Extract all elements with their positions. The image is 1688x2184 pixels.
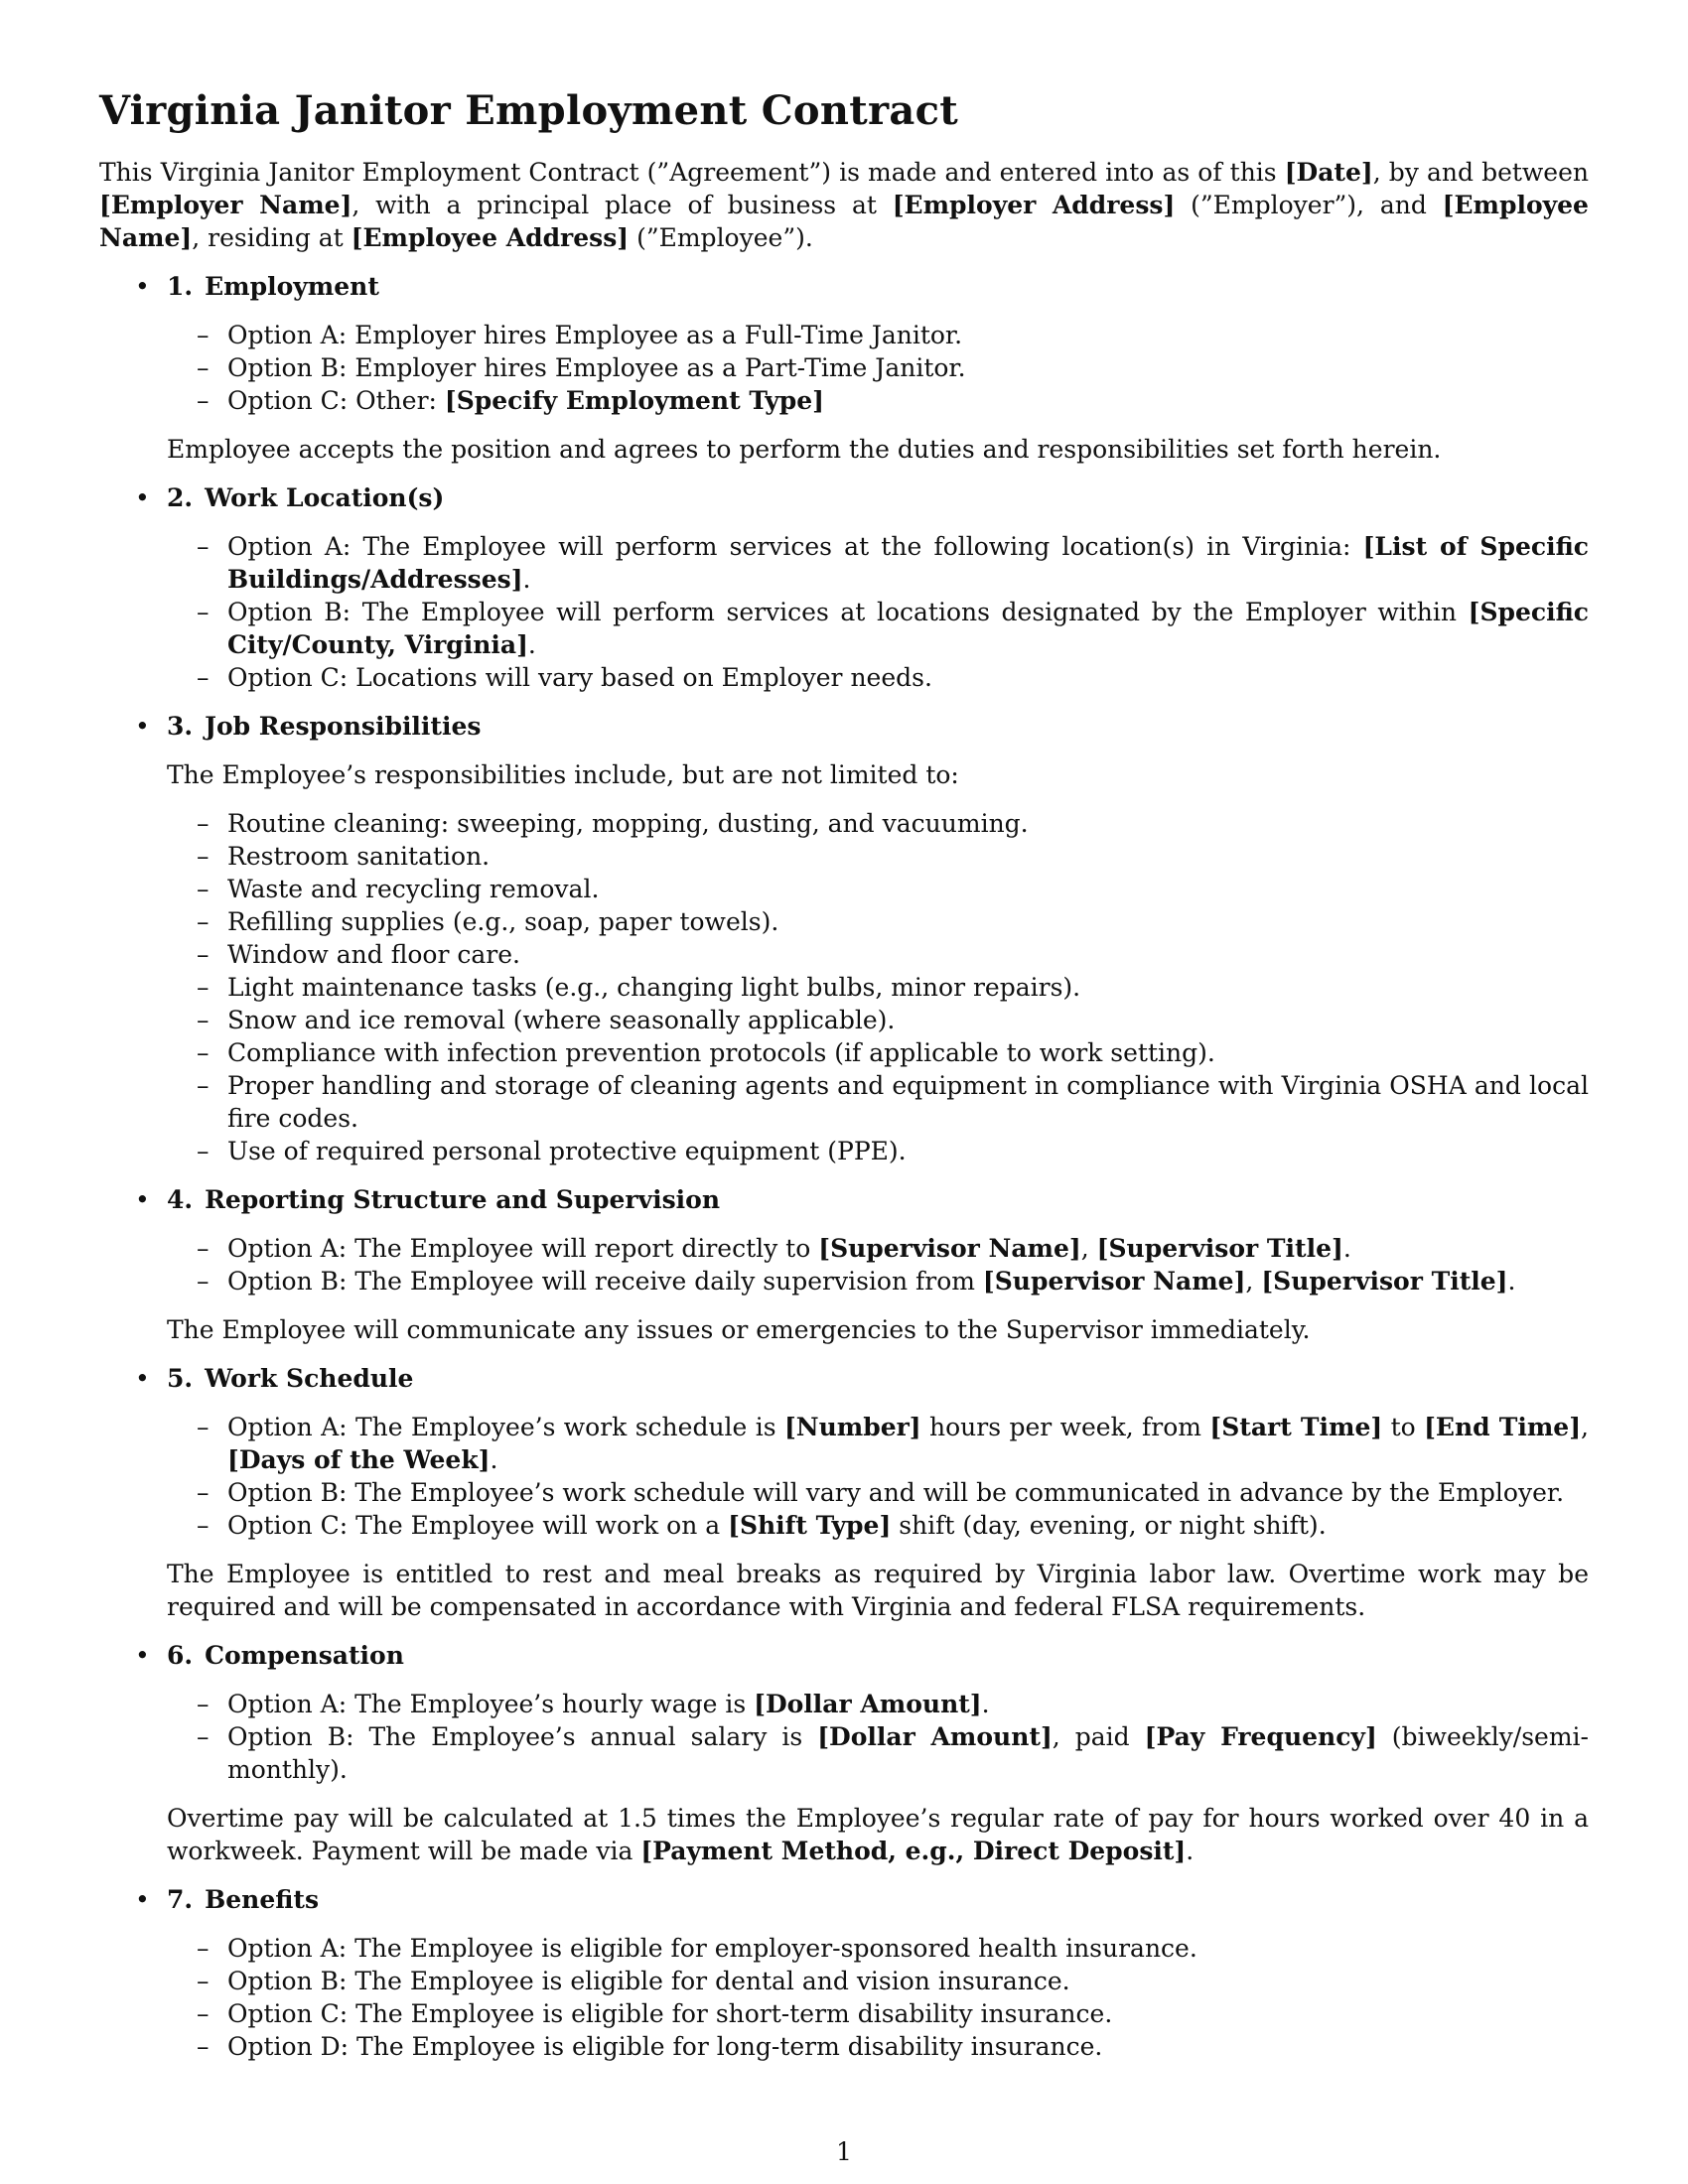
bullet-icon: • bbox=[135, 1185, 150, 1214]
page-number: 1 bbox=[836, 2137, 852, 2166]
list-item bbox=[167, 1688, 1589, 1720]
bullet-icon: • bbox=[135, 1641, 150, 1670]
list-item bbox=[167, 1265, 1589, 1297]
dash-icon: – bbox=[197, 1413, 210, 1441]
item-text: Option C: Other: bbox=[227, 386, 445, 415]
dash-icon: – bbox=[197, 1267, 210, 1296]
option-list bbox=[167, 1232, 1589, 1297]
item-text: Option A: The Employee will perform services at the following location(s) in Virginia: bbox=[227, 532, 1363, 561]
placeholder-field: [Supervisor Name] bbox=[818, 1234, 1081, 1263]
item-text: . bbox=[1507, 1267, 1516, 1296]
placeholder-field: [Shift Type] bbox=[728, 1511, 892, 1540]
placeholder-field: [Supervisor Title] bbox=[1096, 1234, 1343, 1263]
section-number: 2. bbox=[167, 483, 194, 512]
item-text: Option C: The Employee is eligible for short-term disability insurance. bbox=[227, 1999, 1113, 2028]
dash-icon: – bbox=[197, 532, 210, 561]
item-text: Option B: The Employee will perform services at locations designated by the Employer within bbox=[227, 598, 1469, 626]
placeholder-field: [End Time] bbox=[1424, 1413, 1582, 1441]
placeholder-field: [Dollar Amount] bbox=[754, 1690, 982, 1718]
list-item bbox=[167, 530, 1589, 596]
dash-icon: – bbox=[197, 1234, 210, 1263]
section-title: Job Responsibilities bbox=[205, 712, 482, 741]
section-heading bbox=[167, 1362, 1589, 1395]
list-item bbox=[167, 1509, 1589, 1542]
section-paragraph bbox=[167, 1313, 1589, 1346]
dash-icon: – bbox=[197, 973, 210, 1002]
dash-icon: – bbox=[197, 809, 210, 838]
list-item bbox=[167, 905, 1589, 938]
dash-icon: – bbox=[197, 1999, 210, 2028]
dash-icon: – bbox=[197, 875, 210, 903]
paragraph-text: Overtime pay will be calculated at 1.5 times the Employee’s regular rate of pay for hours worked over 40 in a workweek. Payment will be made via bbox=[167, 1804, 1589, 1865]
item-text: Option A: The Employee is eligible for employer-sponsored health insurance. bbox=[227, 1934, 1197, 1963]
section-1 bbox=[99, 270, 1589, 466]
dash-icon: – bbox=[197, 663, 210, 692]
option-list bbox=[167, 1411, 1589, 1542]
list-item bbox=[167, 1932, 1589, 1965]
item-text: . bbox=[527, 630, 536, 659]
paragraph-text: . bbox=[1186, 1837, 1195, 1865]
item-text: Option A: Employer hires Employee as a Full-Time Janitor. bbox=[227, 321, 963, 349]
placeholder-field: [Days of the Week] bbox=[227, 1445, 491, 1474]
dash-icon: – bbox=[197, 321, 210, 349]
item-text: Proper handling and storage of cleaning agents and equipment in compliance with Virginia OSHA and local fire codes. bbox=[227, 1071, 1589, 1133]
section-number: 4. bbox=[167, 1185, 194, 1214]
list-item bbox=[167, 596, 1589, 661]
item-text: . bbox=[1342, 1234, 1351, 1263]
section-title: Work Schedule bbox=[205, 1364, 414, 1393]
dash-icon: – bbox=[197, 1722, 210, 1751]
section-heading bbox=[167, 1883, 1589, 1916]
dash-icon: – bbox=[197, 1006, 210, 1034]
placeholder-field: [Employee Name] bbox=[99, 191, 1589, 252]
placeholder-field: [Supervisor Name] bbox=[982, 1267, 1246, 1296]
section-heading bbox=[167, 270, 1589, 303]
dash-icon: – bbox=[197, 1137, 210, 1165]
item-text: Option B: The Employee’s work schedule will vary and will be communicated in advance by the Employer. bbox=[227, 1478, 1565, 1507]
item-text: Window and floor care. bbox=[227, 940, 520, 969]
list-item bbox=[167, 1004, 1589, 1036]
item-text: , bbox=[1080, 1234, 1097, 1263]
placeholder-field: [Pay Frequency] bbox=[1144, 1722, 1377, 1751]
item-text: Routine cleaning: sweeping, mopping, dusting, and vacuuming. bbox=[227, 809, 1029, 838]
item-text: . bbox=[522, 565, 531, 594]
placeholder-field: [Supervisor Title] bbox=[1261, 1267, 1508, 1296]
dash-icon: – bbox=[197, 842, 210, 871]
item-text: , bbox=[1581, 1413, 1589, 1441]
item-text: Option D: The Employee is eligible for long-term disability insurance. bbox=[227, 2032, 1103, 2061]
item-text: Compliance with infection prevention protocols (if applicable to work setting). bbox=[227, 1038, 1215, 1067]
list-item bbox=[167, 1036, 1589, 1069]
dash-icon: – bbox=[197, 2032, 210, 2061]
item-text: Option B: Employer hires Employee as a Part-Time Janitor. bbox=[227, 353, 966, 382]
item-text: , bbox=[1245, 1267, 1262, 1296]
list-item bbox=[167, 1997, 1589, 2030]
placeholder-field: [Number] bbox=[783, 1413, 921, 1441]
list-item bbox=[167, 351, 1589, 384]
placeholder-field: [Specific City/County, Virginia] bbox=[227, 598, 1589, 659]
section-heading bbox=[167, 481, 1589, 514]
list-item bbox=[167, 1720, 1589, 1786]
intro-text: , residing at bbox=[192, 223, 352, 252]
item-text: . bbox=[981, 1690, 990, 1718]
item-text: Option B: The Employee is eligible for dental and vision insurance. bbox=[227, 1967, 1070, 1995]
item-text: Restroom sanitation. bbox=[227, 842, 491, 871]
item-text: Use of required personal protective equipment (PPE). bbox=[227, 1137, 907, 1165]
list-item bbox=[167, 384, 1589, 417]
item-text: Option A: The Employee will report directly to bbox=[227, 1234, 819, 1263]
dash-icon: – bbox=[197, 598, 210, 626]
placeholder-field: [List of Specific Buildings/Addresses] bbox=[227, 532, 1589, 594]
section-number: 6. bbox=[167, 1641, 194, 1670]
list-item bbox=[167, 2030, 1589, 2063]
section-4 bbox=[99, 1183, 1589, 1346]
dash-icon: – bbox=[197, 1038, 210, 1067]
dash-icon: – bbox=[197, 1690, 210, 1718]
section-2 bbox=[99, 481, 1589, 694]
item-text: Waste and recycling removal. bbox=[227, 875, 600, 903]
section-title: Compensation bbox=[205, 1641, 404, 1670]
bullet-icon: • bbox=[135, 712, 150, 741]
item-text: Light maintenance tasks (e.g., changing light bulbs, minor repairs). bbox=[227, 973, 1081, 1002]
section-title: Reporting Structure and Supervision bbox=[205, 1185, 720, 1214]
list-item bbox=[167, 938, 1589, 971]
dash-icon: – bbox=[197, 1967, 210, 1995]
section-heading bbox=[167, 710, 1589, 743]
placeholder-field: [Date] bbox=[1284, 158, 1373, 187]
item-text: Option C: Locations will vary based on Employer needs. bbox=[227, 663, 932, 692]
section-number: 3. bbox=[167, 712, 194, 741]
section-6 bbox=[99, 1639, 1589, 1867]
item-text: . bbox=[490, 1445, 498, 1474]
dash-icon: – bbox=[197, 1511, 210, 1540]
item-text: Snow and ice removal (where seasonally applicable). bbox=[227, 1006, 896, 1034]
placeholder-field: [Employer Address] bbox=[892, 191, 1176, 219]
list-item bbox=[167, 661, 1589, 694]
dash-icon: – bbox=[197, 940, 210, 969]
item-text: Refilling supplies (e.g., soap, paper towels). bbox=[227, 907, 779, 936]
intro-text: This Virginia Janitor Employment Contract (”Agreement”) is made and entered into as of this bbox=[99, 158, 1285, 187]
item-text: Option A: The Employee’s hourly wage is bbox=[227, 1690, 755, 1718]
section-3 bbox=[99, 710, 1589, 1167]
item-text: Option A: The Employee’s work schedule is bbox=[227, 1413, 784, 1441]
intro-text: , by and between bbox=[1372, 158, 1589, 187]
list-item bbox=[167, 1135, 1589, 1167]
list-item bbox=[167, 1965, 1589, 1997]
option-list bbox=[167, 807, 1589, 1167]
placeholder-field: [Specify Employment Type] bbox=[444, 386, 824, 415]
list-item bbox=[167, 840, 1589, 873]
bullet-icon: • bbox=[135, 1885, 150, 1914]
document-title: Virginia Janitor Employment Contract bbox=[99, 87, 959, 134]
placeholder-field: [Payment Method, e.g., Direct Deposit] bbox=[640, 1837, 1187, 1865]
section-number: 7. bbox=[167, 1885, 194, 1914]
option-list bbox=[167, 530, 1589, 694]
list-item bbox=[167, 807, 1589, 840]
dash-icon: – bbox=[197, 1071, 210, 1100]
placeholder-field: [Employer Name] bbox=[99, 191, 352, 219]
bullet-icon: • bbox=[135, 483, 150, 512]
intro-text: , with a principal place of business at bbox=[352, 191, 893, 219]
intro-paragraph bbox=[99, 156, 1589, 254]
option-list bbox=[167, 319, 1589, 417]
section-heading bbox=[167, 1183, 1589, 1216]
placeholder-field: [Dollar Amount] bbox=[817, 1722, 1053, 1751]
dash-icon: – bbox=[197, 1478, 210, 1507]
intro-text: (”Employee”). bbox=[629, 223, 813, 252]
section-heading bbox=[167, 1639, 1589, 1672]
section-number: 5. bbox=[167, 1364, 194, 1393]
list-item bbox=[167, 873, 1589, 905]
placeholder-field: [Start Time] bbox=[1209, 1413, 1383, 1441]
option-list bbox=[167, 1688, 1589, 1786]
paragraph-text: Employee accepts the position and agrees to perform the duties and responsibilities set forth herein. bbox=[167, 435, 1442, 464]
bullet-icon: • bbox=[135, 1364, 150, 1393]
intro-text: (”Employer”), and bbox=[1175, 191, 1443, 219]
list-item bbox=[167, 1069, 1589, 1135]
dash-icon: – bbox=[197, 1934, 210, 1963]
item-text: Option B: The Employee will receive daily supervision from bbox=[227, 1267, 983, 1296]
item-text: , paid bbox=[1052, 1722, 1145, 1751]
section-paragraph bbox=[167, 758, 1589, 791]
paragraph-text: The Employee is entitled to rest and meal breaks as required by Virginia labor law. Overtime work may be required and will be compensated in accordance with Virginia and federal FLSA requirements. bbox=[167, 1560, 1589, 1621]
item-text: hours per week, from bbox=[920, 1413, 1210, 1441]
section-number: 1. bbox=[167, 272, 194, 301]
list-item bbox=[167, 1411, 1589, 1476]
list-item bbox=[167, 319, 1589, 351]
section-paragraph bbox=[167, 1558, 1589, 1623]
section-title: Work Location(s) bbox=[205, 483, 445, 512]
list-item bbox=[167, 1232, 1589, 1265]
item-text: to bbox=[1382, 1413, 1425, 1441]
dash-icon: – bbox=[197, 386, 210, 415]
item-text: Option B: The Employee’s annual salary is bbox=[227, 1722, 818, 1751]
list-item bbox=[167, 1476, 1589, 1509]
item-text: Option C: The Employee will work on a bbox=[227, 1511, 729, 1540]
dash-icon: – bbox=[197, 353, 210, 382]
section-5 bbox=[99, 1362, 1589, 1623]
dash-icon: – bbox=[197, 907, 210, 936]
section-paragraph bbox=[167, 433, 1589, 466]
placeholder-field: [Employee Address] bbox=[351, 223, 630, 252]
sections-list bbox=[99, 270, 1589, 2063]
item-text: (biweekly/semi-monthly). bbox=[227, 1722, 1590, 1784]
section-title: Employment bbox=[205, 272, 379, 301]
item-text: shift (day, evening, or night shift). bbox=[891, 1511, 1327, 1540]
list-item bbox=[167, 971, 1589, 1004]
paragraph-text: The Employee’s responsibilities include, but are not limited to: bbox=[167, 760, 959, 789]
section-title: Benefits bbox=[205, 1885, 320, 1914]
section-paragraph bbox=[167, 1802, 1589, 1867]
paragraph-text: The Employee will communicate any issues or emergencies to the Supervisor immediately. bbox=[167, 1315, 1311, 1344]
option-list bbox=[167, 1932, 1589, 2063]
section-7 bbox=[99, 1883, 1589, 2063]
bullet-icon: • bbox=[135, 272, 150, 301]
document-page bbox=[99, 87, 1589, 2079]
